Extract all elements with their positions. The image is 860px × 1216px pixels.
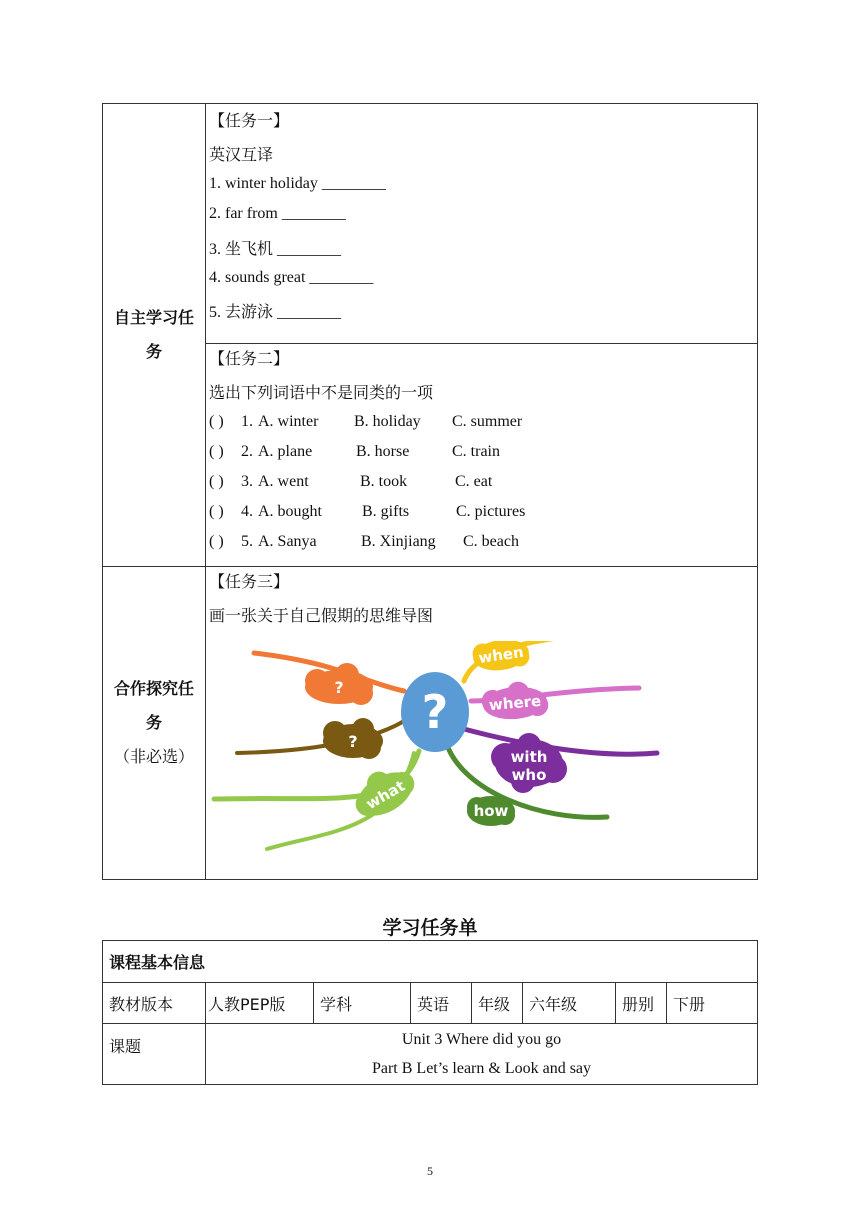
mindmap-node-label: ? — [334, 678, 344, 697]
mindmap-center-label: ? — [421, 685, 449, 739]
coop-label-text: 合作探究任务 — [113, 679, 194, 732]
mindmap-node-label — [511, 748, 548, 784]
task1-item: 4. sounds great ________ — [209, 269, 374, 286]
topic-value — [206, 1024, 758, 1085]
option-b: B. holiday — [354, 413, 421, 430]
option-c: C. eat — [455, 473, 493, 490]
task2-question — [209, 443, 500, 461]
option-b: B. took — [360, 473, 408, 490]
task2-question — [209, 503, 525, 521]
option-a: A. winter — [258, 413, 319, 430]
option-c: C. pictures — [456, 503, 526, 520]
grade-value: 六年级 — [523, 983, 616, 1024]
question-number: 2. — [241, 443, 253, 460]
task1-item: 1. winter holiday ________ — [209, 175, 386, 192]
mindmap-node-label-line: with — [510, 748, 548, 766]
question-number: 1. — [241, 413, 253, 430]
task2-question — [209, 533, 519, 551]
mindmap-node — [470, 641, 530, 674]
answer-bracket[interactable]: ( ) — [209, 413, 224, 430]
option-a: A. bought — [258, 503, 322, 520]
course-info-header: 课程基本信息 — [103, 941, 758, 983]
answer-bracket[interactable]: ( ) — [209, 473, 224, 490]
textbook-value: 人教PEP版 — [206, 983, 314, 1024]
task1-item: 2. far from ________ — [209, 205, 346, 222]
task1-instruction: 英汉互译 — [209, 147, 274, 164]
option-c: C. train — [452, 443, 500, 460]
mindmap-node — [323, 718, 383, 759]
option-a: A. Sanya — [258, 533, 317, 550]
task3-cell — [206, 567, 758, 880]
grade-label: 年级 — [472, 983, 523, 1024]
option-a: A. plane — [258, 443, 313, 460]
mindmap-node-label: ? — [348, 732, 358, 751]
question-number: 4. — [241, 503, 253, 520]
answer-bracket[interactable]: ( ) — [209, 503, 224, 520]
task2-question — [209, 473, 492, 491]
volume-value: 下册 — [667, 983, 758, 1024]
question-number: 5. — [241, 533, 253, 550]
mindmap-image — [209, 641, 679, 871]
answer-bracket[interactable]: ( ) — [209, 443, 224, 460]
page-number: 5 — [427, 1164, 433, 1178]
task2-cell — [206, 344, 758, 567]
task2-heading: 【任务二】 — [209, 351, 290, 368]
mindmap-node — [305, 663, 373, 705]
task1-cell — [206, 104, 758, 344]
sheet-title: 学习任务单 — [382, 917, 478, 939]
coop-label-note: （非必选） — [113, 747, 194, 766]
course-info-table — [102, 940, 758, 1085]
mindmap-node — [467, 796, 515, 826]
option-b: B. Xinjiang — [361, 533, 436, 550]
textbook-label: 教材版本 — [103, 983, 206, 1024]
coop-label — [103, 567, 206, 880]
subject-value: 英语 — [411, 983, 472, 1024]
mindmap-node-label: where — [488, 691, 542, 715]
mindmap-node — [491, 733, 567, 793]
option-a: A. went — [258, 473, 309, 490]
task3-heading: 【任务三】 — [209, 574, 290, 591]
mindmap-center-node — [401, 672, 469, 752]
answer-bracket[interactable]: ( ) — [209, 533, 224, 550]
mindmap-node — [480, 679, 549, 722]
self-study-label — [103, 104, 206, 567]
mindmap-node-label-line: who — [511, 766, 547, 784]
option-b: B. gifts — [362, 503, 410, 520]
self-study-label-text: 自主学习任务 — [113, 308, 194, 361]
topic-line: Unit 3 Where did you go — [401, 1031, 562, 1048]
option-c: C. beach — [463, 533, 519, 550]
subject-label: 学科 — [314, 983, 411, 1024]
topic-label: 课题 — [103, 1024, 206, 1085]
task-table — [102, 103, 758, 880]
option-c: C. summer — [452, 413, 523, 430]
mindmap-node-label: what — [362, 776, 409, 814]
option-b: B. horse — [356, 443, 410, 460]
topic-line: Part B Let’s learn & Look and say — [371, 1060, 592, 1077]
volume-label: 册别 — [616, 983, 667, 1024]
task3-instruction: 画一张关于自己假期的思维导图 — [209, 608, 434, 625]
task2-instruction: 选出下列词语中不是同类的一项 — [209, 385, 434, 402]
task1-heading: 【任务一】 — [209, 113, 290, 130]
question-number: 3. — [241, 473, 253, 490]
task1-item: 5. 去游泳 ________ — [209, 304, 342, 321]
task1-item: 3. 坐飞机 ________ — [209, 241, 342, 258]
mindmap-node-label: how — [473, 802, 509, 820]
task2-question — [209, 413, 522, 431]
mindmap-node-label: when — [477, 642, 525, 668]
